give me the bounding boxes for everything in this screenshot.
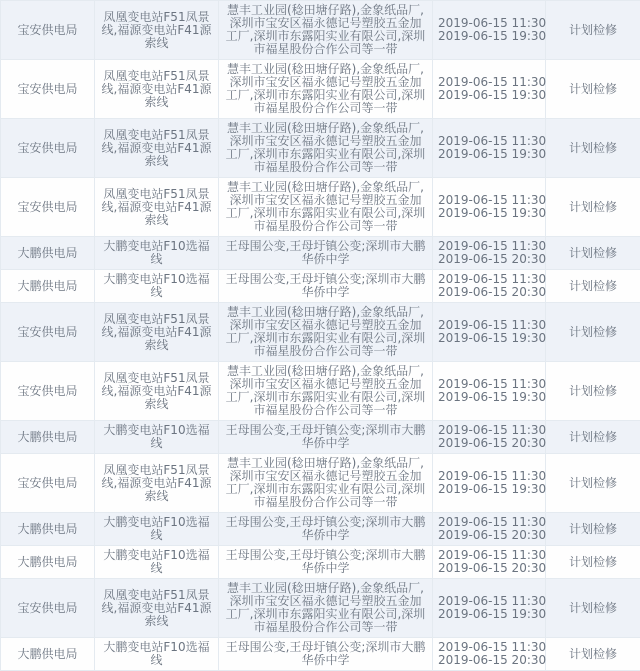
type-cell: 计划检修 xyxy=(546,421,640,454)
line-cell: 凤凰变电站F51凤景线,福源变电站F41源索线 xyxy=(95,303,219,362)
start-time: 2019-06-15 11:30 xyxy=(438,319,540,332)
start-time: 2019-06-15 11:30 xyxy=(438,17,540,30)
start-time: 2019-06-15 11:30 xyxy=(438,641,540,654)
table-row xyxy=(1,303,640,362)
end-time: 2019-06-15 19:30 xyxy=(438,89,540,102)
end-time: 2019-06-15 20:30 xyxy=(438,562,540,575)
bureau-cell: 宝安供电局 xyxy=(1,119,95,178)
time-cell xyxy=(433,362,546,421)
end-time: 2019-06-15 20:30 xyxy=(438,654,540,667)
type-cell: 计划检修 xyxy=(546,454,640,513)
start-time: 2019-06-15 11:30 xyxy=(438,595,540,608)
table-row xyxy=(1,579,640,638)
time-cell xyxy=(433,1,546,60)
end-time: 2019-06-15 20:30 xyxy=(438,529,540,542)
line-cell: 大鹏变电站F10选福线 xyxy=(95,638,219,671)
end-time: 2019-06-15 20:30 xyxy=(438,437,540,450)
bureau-cell: 宝安供电局 xyxy=(1,362,95,421)
bureau-cell: 大鹏供电局 xyxy=(1,638,95,671)
line-cell: 大鹏变电站F10选福线 xyxy=(95,546,219,579)
area-cell: 慧丰工业园(稔田塘仔路),金象纸品厂,深圳市宝安区福永德记号塑胶五金加工厂,深圳市东露阳实业有限公司,深圳市福星股份合作公司等一带 xyxy=(219,454,433,513)
table-row xyxy=(1,362,640,421)
end-time: 2019-06-15 20:30 xyxy=(438,286,540,299)
type-cell: 计划检修 xyxy=(546,1,640,60)
type-cell: 计划检修 xyxy=(546,303,640,362)
time-cell xyxy=(433,237,546,270)
line-cell: 凤凰变电站F51凤景线,福源变电站F41源索线 xyxy=(95,1,219,60)
area-cell: 王母围公变,王母圩镇公变;深圳市大鹏华侨中学 xyxy=(219,546,433,579)
area-cell: 王母围公变,王母圩镇公变;深圳市大鹏华侨中学 xyxy=(219,638,433,671)
bureau-cell: 宝安供电局 xyxy=(1,1,95,60)
start-time: 2019-06-15 11:30 xyxy=(438,273,540,286)
start-time: 2019-06-15 11:30 xyxy=(438,76,540,89)
end-time: 2019-06-15 19:30 xyxy=(438,207,540,220)
start-time: 2019-06-15 11:30 xyxy=(438,470,540,483)
line-cell: 大鹏变电站F10选福线 xyxy=(95,513,219,546)
time-cell xyxy=(433,421,546,454)
table-row xyxy=(1,270,640,303)
outage-table-body xyxy=(1,1,640,671)
type-cell: 计划检修 xyxy=(546,119,640,178)
time-cell xyxy=(433,513,546,546)
table-row xyxy=(1,421,640,454)
type-cell: 计划检修 xyxy=(546,178,640,237)
start-time: 2019-06-15 11:30 xyxy=(438,378,540,391)
area-cell: 慧丰工业园(稔田塘仔路),金象纸品厂,深圳市宝安区福永德记号塑胶五金加工厂,深圳市东露阳实业有限公司,深圳市福星股份合作公司等一带 xyxy=(219,1,433,60)
bureau-cell: 大鹏供电局 xyxy=(1,421,95,454)
line-cell: 凤凰变电站F51凤景线,福源变电站F41源索线 xyxy=(95,178,219,237)
end-time: 2019-06-15 19:30 xyxy=(438,30,540,43)
bureau-cell: 宝安供电局 xyxy=(1,60,95,119)
start-time: 2019-06-15 11:30 xyxy=(438,549,540,562)
start-time: 2019-06-15 11:30 xyxy=(438,516,540,529)
type-cell: 计划检修 xyxy=(546,579,640,638)
type-cell: 计划检修 xyxy=(546,270,640,303)
time-cell xyxy=(433,178,546,237)
area-cell: 王母围公变,王母圩镇公变;深圳市大鹏华侨中学 xyxy=(219,237,433,270)
bureau-cell: 大鹏供电局 xyxy=(1,513,95,546)
line-cell: 大鹏变电站F10选福线 xyxy=(95,237,219,270)
end-time: 2019-06-15 19:30 xyxy=(438,148,540,161)
bureau-cell: 大鹏供电局 xyxy=(1,270,95,303)
type-cell: 计划检修 xyxy=(546,638,640,671)
type-cell: 计划检修 xyxy=(546,513,640,546)
line-cell: 大鹏变电站F10选福线 xyxy=(95,270,219,303)
table-row xyxy=(1,178,640,237)
start-time: 2019-06-15 11:30 xyxy=(438,135,540,148)
area-cell: 王母围公变,王母圩镇公变;深圳市大鹏华侨中学 xyxy=(219,270,433,303)
table-row xyxy=(1,638,640,671)
time-cell xyxy=(433,303,546,362)
time-cell xyxy=(433,454,546,513)
table-row xyxy=(1,60,640,119)
bureau-cell: 宝安供电局 xyxy=(1,303,95,362)
type-cell: 计划检修 xyxy=(546,362,640,421)
area-cell: 王母围公变,王母圩镇公变;深圳市大鹏华侨中学 xyxy=(219,421,433,454)
line-cell: 凤凰变电站F51凤景线,福源变电站F41源索线 xyxy=(95,60,219,119)
bureau-cell: 大鹏供电局 xyxy=(1,237,95,270)
table-row xyxy=(1,237,640,270)
end-time: 2019-06-15 20:30 xyxy=(438,253,540,266)
type-cell: 计划检修 xyxy=(546,60,640,119)
bureau-cell: 宝安供电局 xyxy=(1,178,95,237)
line-cell: 凤凰变电站F51凤景线,福源变电站F41源索线 xyxy=(95,454,219,513)
bureau-cell: 宝安供电局 xyxy=(1,454,95,513)
area-cell: 慧丰工业园(稔田塘仔路),金象纸品厂,深圳市宝安区福永德记号塑胶五金加工厂,深圳市东露阳实业有限公司,深圳市福星股份合作公司等一带 xyxy=(219,303,433,362)
area-cell: 慧丰工业园(稔田塘仔路),金象纸品厂,深圳市宝安区福永德记号塑胶五金加工厂,深圳市东露阳实业有限公司,深圳市福星股份合作公司等一带 xyxy=(219,579,433,638)
table-row xyxy=(1,546,640,579)
start-time: 2019-06-15 11:30 xyxy=(438,240,540,253)
start-time: 2019-06-15 11:30 xyxy=(438,424,540,437)
line-cell: 凤凰变电站F51凤景线,福源变电站F41源索线 xyxy=(95,119,219,178)
table-row xyxy=(1,454,640,513)
area-cell: 王母围公变,王母圩镇公变;深圳市大鹏华侨中学 xyxy=(219,513,433,546)
area-cell: 慧丰工业园(稔田塘仔路),金象纸品厂,深圳市宝安区福永德记号塑胶五金加工厂,深圳市东露阳实业有限公司,深圳市福星股份合作公司等一带 xyxy=(219,60,433,119)
end-time: 2019-06-15 19:30 xyxy=(438,608,540,621)
time-cell xyxy=(433,270,546,303)
time-cell xyxy=(433,546,546,579)
bureau-cell: 大鹏供电局 xyxy=(1,546,95,579)
time-cell xyxy=(433,119,546,178)
bureau-cell: 宝安供电局 xyxy=(1,579,95,638)
table-row xyxy=(1,1,640,60)
area-cell: 慧丰工业园(稔田塘仔路),金象纸品厂,深圳市宝安区福永德记号塑胶五金加工厂,深圳市东露阳实业有限公司,深圳市福星股份合作公司等一带 xyxy=(219,178,433,237)
area-cell: 慧丰工业园(稔田塘仔路),金象纸品厂,深圳市宝安区福永德记号塑胶五金加工厂,深圳市东露阳实业有限公司,深圳市福星股份合作公司等一带 xyxy=(219,119,433,178)
start-time: 2019-06-15 11:30 xyxy=(438,194,540,207)
line-cell: 凤凰变电站F51凤景线,福源变电站F41源索线 xyxy=(95,579,219,638)
time-cell xyxy=(433,60,546,119)
time-cell xyxy=(433,579,546,638)
line-cell: 凤凰变电站F51凤景线,福源变电站F41源索线 xyxy=(95,362,219,421)
line-cell: 大鹏变电站F10选福线 xyxy=(95,421,219,454)
end-time: 2019-06-15 19:30 xyxy=(438,391,540,404)
area-cell: 慧丰工业园(稔田塘仔路),金象纸品厂,深圳市宝安区福永德记号塑胶五金加工厂,深圳市东露阳实业有限公司,深圳市福星股份合作公司等一带 xyxy=(219,362,433,421)
time-cell xyxy=(433,638,546,671)
table-row xyxy=(1,119,640,178)
type-cell: 计划检修 xyxy=(546,546,640,579)
end-time: 2019-06-15 19:30 xyxy=(438,332,540,345)
type-cell: 计划检修 xyxy=(546,237,640,270)
table-row xyxy=(1,513,640,546)
end-time: 2019-06-15 19:30 xyxy=(438,483,540,496)
